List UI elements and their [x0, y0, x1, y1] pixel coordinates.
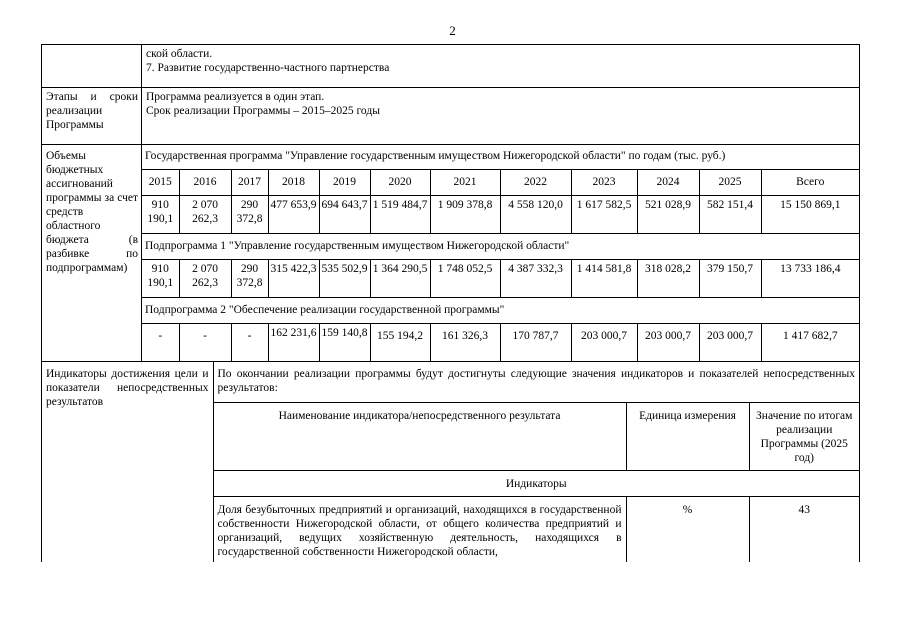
stages-line-2: Срок реализации Программы – 2015–2025 годы [146, 105, 380, 117]
tasks-line-2: 7. Развитие государственно-частного партнерства [146, 62, 390, 74]
sub2-values-row [142, 323, 859, 361]
budget-main-values-row [142, 195, 859, 233]
row-budget [42, 145, 860, 362]
year-total-header: Всего [761, 169, 859, 195]
value-cell: 477 653,9 [268, 195, 319, 233]
sub2-title-row [142, 297, 859, 323]
year-cell: 2018 [268, 169, 319, 195]
indicator-unit: % [626, 497, 749, 563]
year-cell: 2024 [637, 169, 699, 195]
value-cell: 2 070 262,3 [179, 259, 231, 297]
value-cell: 4 387 332,3 [500, 259, 571, 297]
row-tasks-label [42, 45, 142, 88]
value-cell: 910 190,1 [142, 259, 179, 297]
value-cell: 203 000,7 [699, 323, 761, 361]
year-cell: 2020 [370, 169, 430, 195]
row-tasks [42, 45, 860, 88]
header-value: Значение по итогам реализации Программы (2025 год) [749, 403, 859, 471]
year-cell: 2025 [699, 169, 761, 195]
value-cell: 1 519 484,7 [370, 195, 430, 233]
indicators-section: Индикаторы [213, 471, 859, 497]
value-cell: 379 150,7 [699, 259, 761, 297]
year-cell: 2023 [571, 169, 637, 195]
row-stages [42, 88, 860, 145]
budget-main-title-row [142, 145, 859, 169]
budget-years-row [142, 169, 859, 195]
value-cell: 535 502,9 [319, 259, 370, 297]
budget-content [142, 145, 860, 362]
value-cell: 1 748 052,5 [430, 259, 500, 297]
value-cell: 582 151,4 [699, 195, 761, 233]
budget-table [142, 145, 859, 361]
value-total-cell: 15 150 869,1 [761, 195, 859, 233]
value-total-cell: 13 733 186,4 [761, 259, 859, 297]
value-cell: 155 194,2 [370, 323, 430, 361]
indicators-intro-row [42, 362, 859, 403]
sub1-title-row [142, 233, 859, 259]
year-cell: 2017 [231, 169, 268, 195]
stages-line-1: Программа реализуется в один этап. [146, 91, 325, 103]
value-cell: 521 028,9 [637, 195, 699, 233]
value-total-cell: 1 417 682,7 [761, 323, 859, 361]
value-cell: 159 140,8 [319, 323, 370, 361]
row-stages-content [142, 88, 860, 145]
value-cell: 910 190,1 [142, 195, 179, 233]
passport-table [41, 44, 860, 562]
indicators-wrapper [42, 362, 860, 563]
value-cell: - [142, 323, 179, 361]
value-cell: 1 364 290,5 [370, 259, 430, 297]
indicator-value: 43 [749, 497, 859, 563]
sub1-title: Подпрограмма 1 "Управление государственным имуществом Нижегородской области" [142, 233, 859, 259]
indicators-intro: По окончании реализации программы будут достигнуты следующие значения индикаторов и показателей непосредственных результатов: [213, 362, 859, 403]
year-cell: 2019 [319, 169, 370, 195]
value-cell: - [179, 323, 231, 361]
value-cell: 315 422,3 [268, 259, 319, 297]
header-unit: Единица измерения [626, 403, 749, 471]
budget-main-title: Государственная программа "Управление государственным имуществом Нижегородской области" по годам (тыс. руб.) [142, 145, 859, 169]
indicators-table [42, 362, 859, 562]
indicators-label: Индикаторы достижения цели и показатели непосредственных результатов [42, 362, 213, 562]
value-cell: 1 909 378,8 [430, 195, 500, 233]
value-cell: 170 787,7 [500, 323, 571, 361]
year-cell: 2015 [142, 169, 179, 195]
value-cell: - [231, 323, 268, 361]
value-cell: 1 414 581,8 [571, 259, 637, 297]
year-cell: 2016 [179, 169, 231, 195]
tasks-line-1: ской области. [146, 48, 213, 60]
sub2-title: Подпрограмма 2 "Обеспечение реализации государственной программы" [142, 297, 859, 323]
year-cell: 2022 [500, 169, 571, 195]
value-cell: 318 028,2 [637, 259, 699, 297]
sub1-values-row [142, 259, 859, 297]
value-cell: 290 372,8 [231, 195, 268, 233]
header-name: Наименование индикатора/непосредственного результата [213, 403, 626, 471]
row-stages-label: Этапы и сроки реализации Программы [42, 88, 142, 145]
indicator-text: Доля безубыточных предприятий и организаций, находящихся в государственной собственности Нижегородской области, от общего количества предприятий и организаций, ведущих хозяйственную деятельность, находящихся в государственной собственности Нижегородской области, [213, 497, 626, 563]
year-cell: 2021 [430, 169, 500, 195]
value-cell: 4 558 120,0 [500, 195, 571, 233]
value-cell: 1 617 582,5 [571, 195, 637, 233]
value-cell: 2 070 262,3 [179, 195, 231, 233]
value-cell: 203 000,7 [571, 323, 637, 361]
row-indicators [42, 362, 860, 563]
value-cell: 162 231,6 [268, 323, 319, 361]
value-cell: 203 000,7 [637, 323, 699, 361]
row-budget-label: Объемы бюджетных ассигнований программы за счет средств областного бюджета (в разбивке по подпрограммам) [42, 145, 142, 362]
value-cell: 694 643,7 [319, 195, 370, 233]
page-number: 2 [449, 23, 456, 38]
value-cell: 161 326,3 [430, 323, 500, 361]
value-cell: 290 372,8 [231, 259, 268, 297]
row-tasks-content [142, 45, 860, 88]
